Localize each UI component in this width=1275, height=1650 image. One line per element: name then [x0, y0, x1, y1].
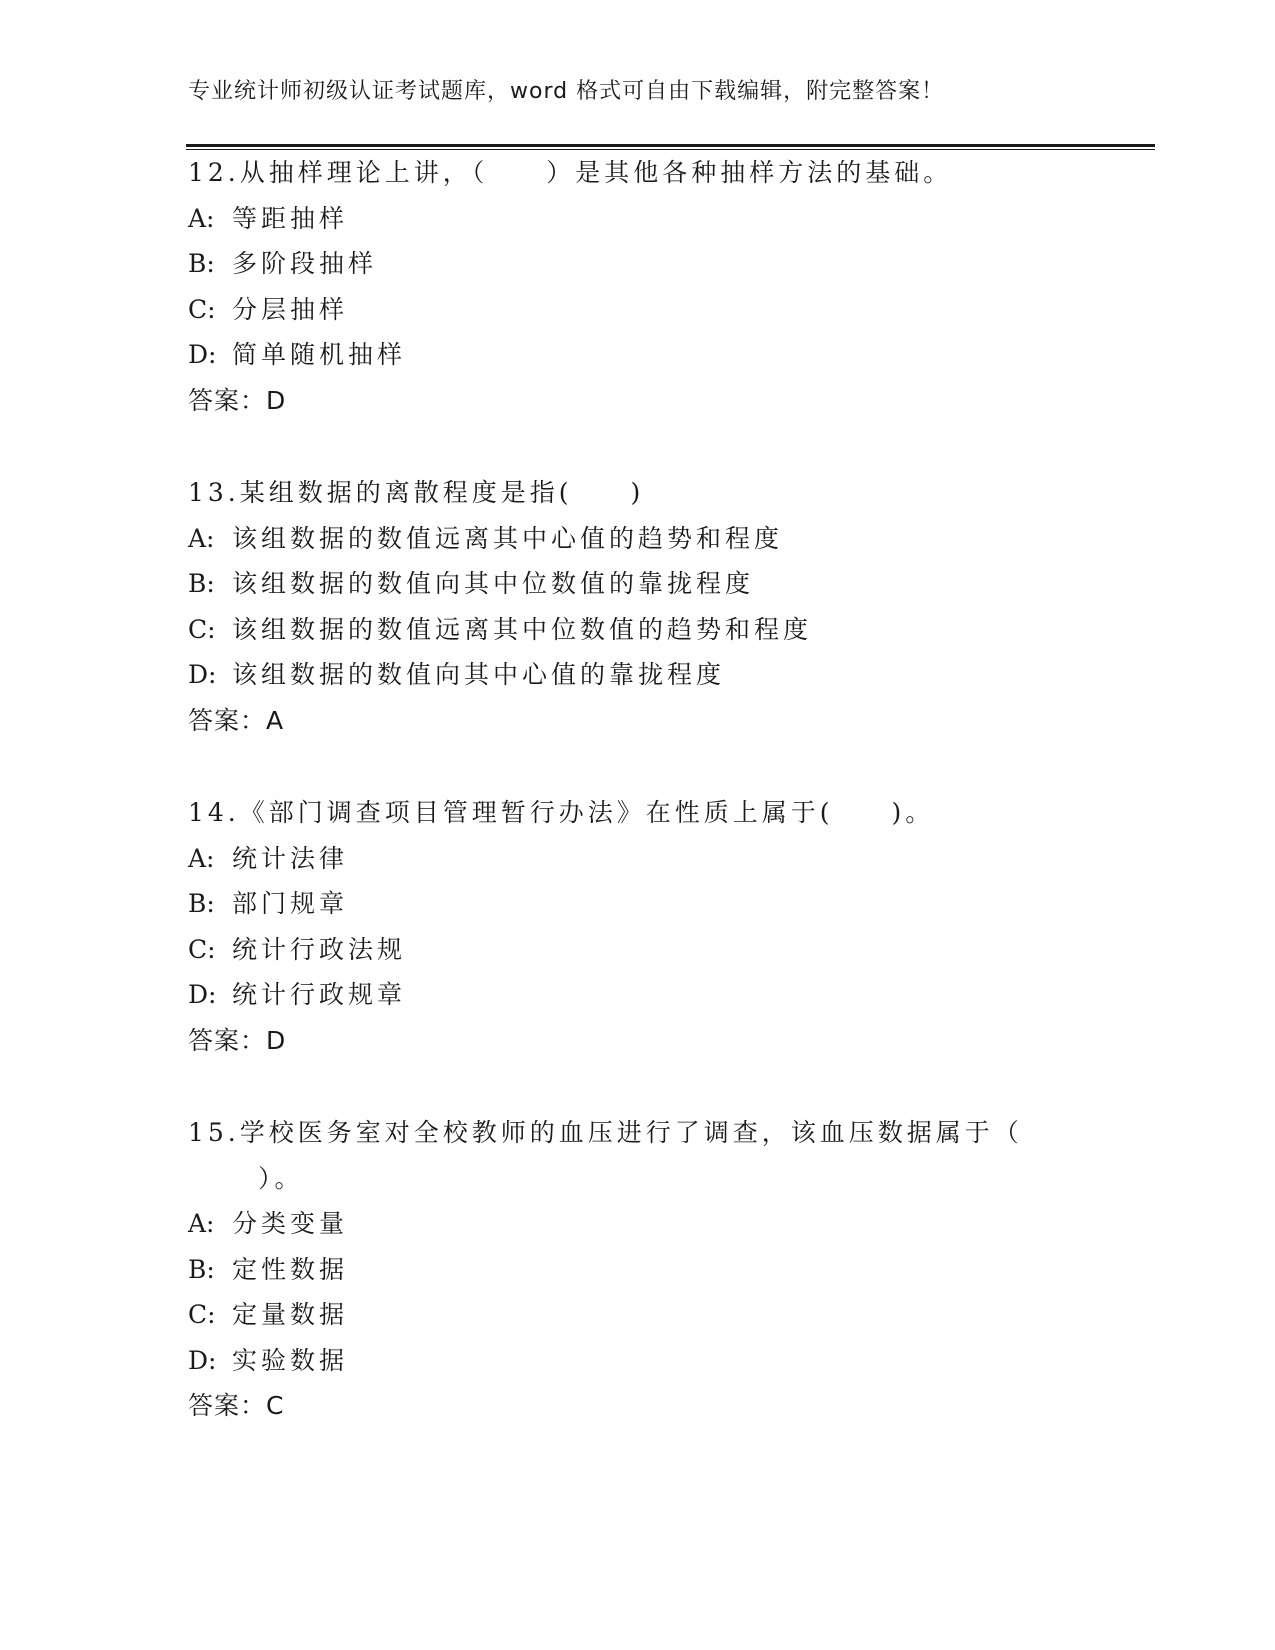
option-text: 定量数据	[232, 1300, 349, 1329]
option-letter: D:	[188, 340, 217, 369]
option-c	[188, 287, 1128, 333]
option-letter: A:	[188, 843, 215, 873]
answer	[188, 698, 1128, 744]
option-b	[188, 1247, 1128, 1293]
answer	[188, 1018, 1128, 1064]
answer-value: D	[266, 385, 287, 415]
option-text: 统计行政规章	[232, 980, 407, 1009]
option-c	[188, 607, 1128, 653]
option-d	[188, 972, 1128, 1018]
option-b	[188, 561, 1128, 607]
option-text: 实验数据	[232, 1345, 349, 1375]
answer-label: 答案：	[188, 1025, 267, 1055]
option-text: 统计法律	[232, 843, 349, 873]
question-12	[188, 150, 1128, 423]
option-letter: D:	[188, 660, 217, 689]
option-text: 定性数据	[232, 1254, 349, 1284]
option-text: 分类变量	[232, 1209, 349, 1238]
question-14	[188, 790, 1128, 1063]
question-13	[188, 470, 1128, 743]
page-header: 专业统计师初级认证考试题库，word 格式可自由下载编辑，附完整答案！	[188, 79, 945, 104]
option-text: 该组数据的数值向其中位数值的靠拢程度	[232, 569, 755, 598]
answer-value: C	[266, 1391, 285, 1420]
option-text: 等距抽样	[232, 203, 349, 233]
option-letter: C:	[188, 934, 216, 964]
question-stem-continuation: ）。	[258, 1163, 304, 1193]
option-letter: D:	[188, 1345, 217, 1375]
question-stem: 15.学校医务室对全校教师的血压进行了调查，该血压数据属于（	[188, 1118, 1023, 1147]
question-stem: 12.从抽样理论上讲，（ ）是其他各种抽样方法的基础。	[188, 158, 953, 187]
answer	[188, 378, 1128, 424]
option-c	[188, 1292, 1128, 1338]
option-text: 该组数据的数值远离其中位数值的趋势和程度	[232, 614, 813, 644]
option-letter: C:	[188, 614, 216, 644]
option-letter: B:	[188, 889, 215, 918]
option-a	[188, 196, 1128, 242]
option-letter: B:	[188, 569, 215, 598]
option-letter: C:	[188, 294, 216, 324]
option-b	[188, 881, 1128, 927]
question-15	[188, 1110, 1128, 1429]
option-a	[188, 836, 1128, 882]
answer-label: 答案：	[188, 705, 267, 735]
answer-value: D	[266, 1025, 287, 1055]
option-letter: C:	[188, 1300, 216, 1329]
option-d	[188, 652, 1128, 698]
option-text: 分层抽样	[232, 294, 349, 324]
option-c	[188, 927, 1128, 973]
option-letter: D:	[188, 980, 217, 1009]
option-letter: A:	[188, 203, 215, 233]
option-b	[188, 241, 1128, 287]
option-text: 统计行政法规	[232, 934, 407, 964]
option-text: 简单随机抽样	[232, 340, 407, 369]
option-letter: B:	[188, 1254, 215, 1284]
answer-label: 答案：	[188, 1391, 267, 1420]
option-text: 多阶段抽样	[232, 249, 378, 278]
question-stem: 13.某组数据的离散程度是指( )	[188, 478, 645, 507]
question-stem: 14.《部门调查项目管理暂行办法》在性质上属于( )。	[188, 798, 935, 827]
option-text: 该组数据的数值远离其中心值的趋势和程度	[232, 523, 784, 553]
option-letter: B:	[188, 249, 215, 278]
option-letter: A:	[188, 523, 215, 553]
option-a	[188, 1201, 1128, 1247]
answer-label: 答案：	[188, 385, 267, 415]
option-text: 该组数据的数值向其中心值的靠拢程度	[232, 660, 726, 689]
option-text: 部门规章	[232, 889, 349, 918]
option-d	[188, 332, 1128, 378]
answer	[188, 1383, 1128, 1429]
option-a	[188, 516, 1128, 562]
option-d	[188, 1338, 1128, 1384]
option-letter: A:	[188, 1209, 215, 1238]
answer-value: A	[266, 705, 285, 735]
